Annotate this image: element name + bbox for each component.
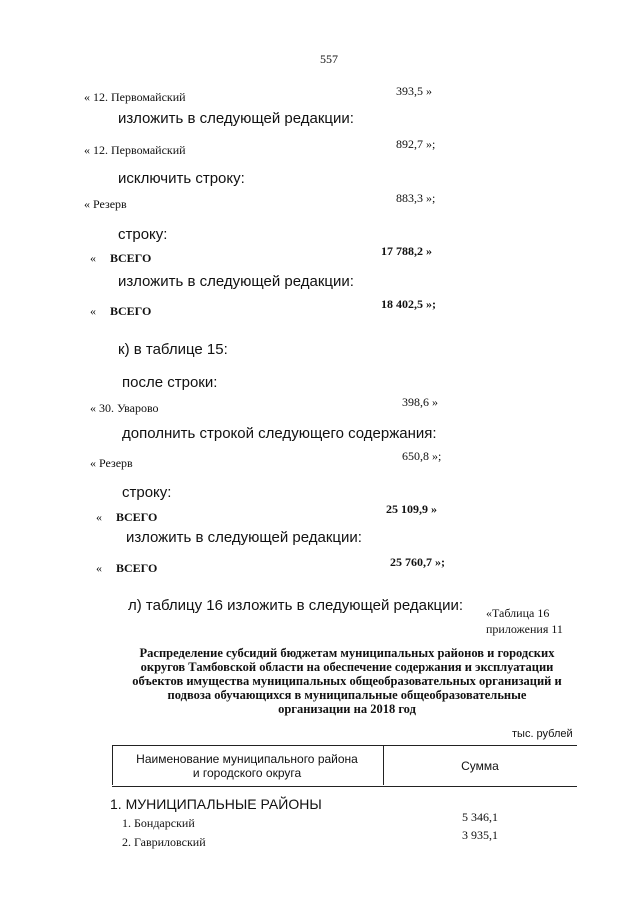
table-row-name: 1. Бондарский xyxy=(122,816,195,830)
instruction-text: после строки: xyxy=(122,374,218,391)
row-value-total: 25 109,9 » xyxy=(386,502,437,516)
table-row-value: 3 935,1 xyxy=(462,828,498,842)
header-line: Наименование муниципального района xyxy=(136,752,358,766)
row-label-total: ВСЕГО xyxy=(116,561,158,575)
instruction-heading: л) таблицу 16 изложить в следующей редакции: xyxy=(128,597,464,614)
table-row-name: 2. Гавриловский xyxy=(122,835,206,849)
table-title xyxy=(112,646,582,716)
quote-mark: « xyxy=(90,304,96,318)
instruction-text: изложить в следующей редакции: xyxy=(118,110,354,127)
row-label: « Резерв xyxy=(90,456,133,470)
table-ref-line1: «Таблица 16 xyxy=(486,606,550,620)
table-row-value: 5 346,1 xyxy=(462,810,498,824)
quote-mark: « xyxy=(90,251,96,265)
instruction-text: изложить в следующей редакции: xyxy=(126,529,362,546)
row-value-total: 17 788,2 » xyxy=(381,244,432,258)
instruction-text: строку: xyxy=(122,484,172,501)
units-label: тыс. рублей xyxy=(512,728,573,740)
row-value: 398,6 » xyxy=(402,395,438,409)
row-label-total: ВСЕГО xyxy=(110,251,152,265)
row-label: « Резерв xyxy=(84,197,127,211)
row-label: « 30. Уварово xyxy=(90,401,159,415)
row-label: « 12. Первомайский xyxy=(84,90,186,104)
table-title-line: подвоза обучающихся в муниципальные общеобразовательные xyxy=(167,688,527,702)
table-ref-line2: приложения 11 xyxy=(486,622,563,636)
table-header-sum: Сумма xyxy=(461,759,499,773)
instruction-text: дополнить строкой следующего содержания: xyxy=(122,425,437,442)
quote-mark: « xyxy=(96,510,102,524)
row-value-total: 25 760,7 »; xyxy=(390,555,445,569)
instruction-text: исключить строку: xyxy=(118,170,245,187)
row-label-total: ВСЕГО xyxy=(116,510,158,524)
instruction-text: строку: xyxy=(118,226,168,243)
instruction-heading: к) в таблице 15: xyxy=(118,341,228,358)
quote-mark: « xyxy=(96,561,102,575)
instruction-text: изложить в следующей редакции: xyxy=(118,273,354,290)
header-line: и городского округа xyxy=(192,766,302,780)
row-value: 393,5 » xyxy=(396,84,432,98)
row-value: 892,7 »; xyxy=(396,137,436,151)
section-heading: 1. МУНИЦИПАЛЬНЫЕ РАЙОНЫ xyxy=(110,796,322,812)
row-label: « 12. Первомайский xyxy=(84,143,186,157)
table-header-name xyxy=(112,752,382,780)
table-title-line: организации на 2018 год xyxy=(278,702,416,716)
row-value: 650,8 »; xyxy=(402,449,442,463)
row-value-total: 18 402,5 »; xyxy=(381,297,436,311)
table-title-line: объектов имущества муниципальных общеобразовательных организаций и xyxy=(132,674,562,688)
page-number: 557 xyxy=(320,52,338,66)
table-title-line: Распределение субсидий бюджетам муниципальных районов и городских xyxy=(139,646,555,660)
row-label-total: ВСЕГО xyxy=(110,304,152,318)
row-value: 883,3 »; xyxy=(396,191,436,205)
table-title-line: округов Тамбовской области на обеспечение содержания и эксплуатации xyxy=(140,660,554,674)
